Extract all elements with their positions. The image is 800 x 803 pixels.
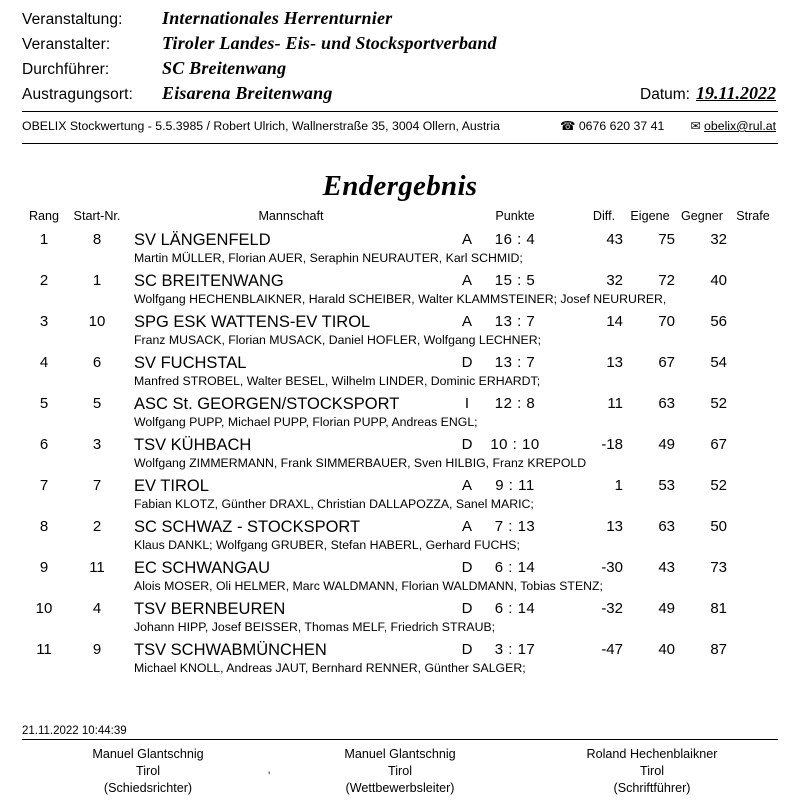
signature-wettbewerbsleiter — [274, 746, 526, 797]
cell-start: 5 — [92, 395, 102, 412]
cell-players-spacer2 — [66, 455, 128, 472]
cell-strafe — [728, 431, 778, 455]
stray-pen-mark: ' — [268, 769, 271, 783]
cell-gegner: 81 — [710, 600, 727, 617]
cell-gegner: 32 — [710, 231, 727, 248]
date-block — [640, 83, 778, 104]
header-row-veranstalter — [22, 33, 778, 58]
cell-players: Wolfgang PUPP, Michael PUPP, Florian PUPP, Andreas ENGL; — [134, 415, 478, 429]
cell-punkte: 6 : 14 — [494, 600, 536, 617]
label-veranstaltung: Veranstaltung: — [22, 11, 123, 28]
cell-strafe — [728, 390, 778, 414]
cell-eigene: 40 — [658, 641, 675, 658]
cell-punkte: 10 : 10 — [490, 436, 540, 453]
cell-team: SV FUCHSTAL — [134, 354, 247, 372]
cell-strafe — [728, 267, 778, 291]
cell-eigene: 49 — [658, 436, 675, 453]
table-row-players — [22, 250, 778, 267]
cell-players-spacer2 — [66, 373, 128, 390]
signature-name: Manuel Glantschnig — [92, 747, 204, 761]
value-veranstalter: Tiroler Landes- Eis- und Stocksportverband — [162, 33, 497, 53]
table-row-players — [22, 414, 778, 431]
cell-eigene: 72 — [658, 272, 675, 289]
signature-schiedsrichter — [22, 746, 274, 797]
cell-rang: 7 — [39, 477, 49, 494]
mail-icon: ✉ — [690, 119, 701, 133]
table-row-players — [22, 660, 778, 677]
cell-spacer — [550, 349, 584, 373]
cell-players: Michael KNOLL, Andreas JAUT, Bernhard RENNER, Günther SALGER; — [134, 661, 526, 675]
cell-klasse: A — [461, 231, 472, 248]
cell-rang: 3 — [39, 313, 49, 330]
table-row — [22, 349, 778, 373]
cell-klasse: A — [461, 477, 472, 494]
cell-strafe — [728, 308, 778, 332]
vendor-phone — [560, 119, 690, 133]
cell-players-spacer — [22, 414, 66, 431]
cell-players: Martin MÜLLER, Florian AUER, Seraphin NEURAUTER, Karl SCHMID; — [134, 251, 523, 265]
cell-players-spacer — [22, 578, 66, 595]
cell-eigene: 43 — [658, 559, 675, 576]
cell-punkte: 3 : 17 — [494, 641, 536, 658]
cell-gegner: 56 — [710, 313, 727, 330]
cell-diff: -47 — [601, 641, 623, 658]
cell-diff: 43 — [606, 231, 623, 248]
cell-eigene: 70 — [658, 313, 675, 330]
table-row-players — [22, 332, 778, 349]
col-header-diff: Diff. — [592, 209, 616, 223]
cell-rang: 10 — [35, 600, 53, 617]
cell-team: TSV BERNBEUREN — [134, 600, 286, 618]
cell-spacer — [550, 513, 584, 537]
page-title: Endergebnis — [322, 170, 478, 202]
cell-start: 10 — [88, 313, 106, 330]
label-durchfuehrer: Durchführer: — [22, 61, 110, 78]
footer — [22, 725, 778, 797]
col-header-start: Start-Nr. — [73, 209, 121, 223]
cell-start: 6 — [92, 354, 102, 371]
cell-gegner: 52 — [710, 477, 727, 494]
table-row-players — [22, 455, 778, 472]
cell-diff: 13 — [606, 354, 623, 371]
cell-strafe — [728, 226, 778, 250]
cell-team: EV TIROL — [134, 477, 209, 495]
cell-players: Wolfgang HECHENBLAIKNER, Harald SCHEIBER, Walter KLAMMSTEINER; Josef NEURURER, — [134, 292, 667, 306]
table-row-players — [22, 578, 778, 595]
cell-players-spacer2 — [66, 291, 128, 308]
value-veranstaltung: Internationales Herrenturnier — [162, 8, 393, 28]
col-header-klasse — [454, 209, 480, 226]
cell-klasse: A — [461, 272, 472, 289]
cell-team: TSV SCHWABMÜNCHEN — [134, 641, 327, 659]
header-row-durchfuehrer — [22, 58, 778, 83]
print-timestamp: 21.11.2022 10:44:39 — [22, 725, 127, 737]
table-row — [22, 636, 778, 660]
cell-strafe — [728, 636, 778, 660]
cell-players-spacer — [22, 660, 66, 677]
table-row — [22, 431, 778, 455]
cell-team: SV LÄNGENFELD — [134, 231, 271, 249]
signature-region: Tirol — [639, 764, 665, 778]
cell-klasse: A — [461, 313, 472, 330]
cell-players: Fabian KLOTZ, Günther DRAXL, Christian DALLAPOZZA, Sanel MARIC; — [134, 497, 534, 511]
signature-role: (Wettbewerbsleiter) — [345, 781, 455, 795]
table-row — [22, 595, 778, 619]
cell-diff: 14 — [606, 313, 623, 330]
cell-players-spacer — [22, 537, 66, 554]
cell-start: 3 — [92, 436, 102, 453]
cell-start: 7 — [92, 477, 102, 494]
cell-spacer — [550, 472, 584, 496]
cell-gegner: 50 — [710, 518, 727, 535]
cell-start: 1 — [92, 272, 102, 289]
cell-players-spacer2 — [66, 332, 128, 349]
label-datum: Datum: — [640, 86, 690, 103]
cell-rang: 5 — [39, 395, 49, 412]
cell-spacer — [550, 308, 584, 332]
cell-start: 8 — [92, 231, 102, 248]
results-table — [22, 209, 778, 677]
cell-klasse: D — [461, 600, 473, 617]
cell-strafe — [728, 554, 778, 578]
cell-players-spacer2 — [66, 250, 128, 267]
signature-row — [22, 746, 778, 797]
cell-klasse: I — [464, 395, 470, 412]
cell-punkte: 6 : 14 — [494, 559, 536, 576]
cell-gegner: 67 — [710, 436, 727, 453]
cell-klasse: D — [461, 436, 473, 453]
vendor-mail[interactable] — [690, 119, 776, 133]
table-row — [22, 390, 778, 414]
cell-gegner: 54 — [710, 354, 727, 371]
signature-role: (Schriftführer) — [613, 781, 691, 795]
cell-eigene: 75 — [658, 231, 675, 248]
cell-gegner: 40 — [710, 272, 727, 289]
cell-start: 9 — [92, 641, 102, 658]
table-row-players — [22, 619, 778, 636]
table-row — [22, 472, 778, 496]
signature-region: Tirol — [387, 764, 413, 778]
table-row — [22, 267, 778, 291]
cell-players: Manfred STROBEL, Walter BESEL, Wilhelm LINDER, Dominic ERHARDT; — [134, 374, 541, 388]
col-header-eigene: Eigene — [630, 209, 670, 223]
cell-gegner: 87 — [710, 641, 727, 658]
cell-team: ASC St. GEORGEN/STOCKSPORT — [134, 395, 400, 413]
cell-players-spacer — [22, 373, 66, 390]
header-row-austragungsort — [22, 83, 778, 108]
cell-punkte: 12 : 8 — [494, 395, 536, 412]
signature-region: Tirol — [135, 764, 161, 778]
cell-start: 11 — [89, 559, 105, 576]
cell-punkte: 15 : 5 — [494, 272, 536, 289]
cell-players-spacer — [22, 496, 66, 513]
vendor-info-line — [22, 112, 778, 140]
cell-spacer — [550, 431, 584, 455]
cell-players-spacer2 — [66, 619, 128, 636]
cell-strafe — [728, 472, 778, 496]
table-row — [22, 513, 778, 537]
cell-players: Alois MOSER, Oli HELMER, Marc WALDMANN, Florian WALDMANN, Tobias STENZ; — [134, 579, 603, 593]
cell-players-spacer — [22, 455, 66, 472]
cell-players-spacer — [22, 291, 66, 308]
cell-strafe — [728, 349, 778, 373]
cell-diff: -30 — [601, 559, 623, 576]
cell-players: Johann HIPP, Josef BEISSER, Thomas MELF, Friedrich STRAUB; — [134, 620, 496, 634]
value-datum: 19.11.2022 — [695, 83, 776, 103]
cell-rang: 6 — [39, 436, 49, 453]
cell-players-spacer — [22, 619, 66, 636]
table-row-players — [22, 537, 778, 554]
cell-spacer — [550, 267, 584, 291]
cell-spacer — [550, 226, 584, 250]
cell-spacer — [550, 554, 584, 578]
cell-eigene: 63 — [658, 395, 675, 412]
cell-diff: -32 — [601, 600, 623, 617]
event-header — [22, 8, 778, 108]
cell-players-spacer — [22, 250, 66, 267]
col-header-mannschaft: Mannschaft — [258, 209, 324, 223]
cell-players-spacer2 — [66, 537, 128, 554]
cell-diff: 1 — [614, 477, 623, 494]
cell-team: SC BREITENWANG — [134, 272, 284, 290]
cell-players-spacer2 — [66, 414, 128, 431]
cell-eigene: 67 — [658, 354, 675, 371]
cell-team: SC SCHWAZ - STOCKSPORT — [134, 518, 361, 536]
cell-eigene: 49 — [658, 600, 675, 617]
table-row — [22, 308, 778, 332]
cell-start: 4 — [92, 600, 102, 617]
cell-rang: 4 — [39, 354, 49, 371]
results-table-body — [22, 226, 778, 677]
cell-rang: 9 — [39, 559, 49, 576]
col-header-spacer — [550, 209, 584, 226]
cell-klasse: A — [461, 518, 472, 535]
vendor-text: OBELIX Stockwertung - 5.5.3985 / Robert Ulrich, Wallnerstraße 35, 3004 Ollern, Austria — [22, 119, 500, 133]
table-header-row — [22, 209, 778, 226]
phone-icon: ☎ — [560, 119, 576, 133]
signature-role: (Schiedsrichter) — [103, 781, 193, 795]
cell-players-spacer2 — [66, 660, 128, 677]
cell-rang: 2 — [39, 272, 49, 289]
cell-rang: 1 — [39, 231, 49, 248]
cell-players-spacer2 — [66, 578, 128, 595]
vendor-divider — [22, 143, 778, 144]
cell-punkte: 13 : 7 — [494, 313, 536, 330]
col-header-punkte: Punkte — [495, 209, 535, 223]
cell-team: TSV KÜHBACH — [134, 436, 252, 454]
cell-spacer — [550, 595, 584, 619]
label-veranstalter: Veranstalter: — [22, 36, 111, 53]
cell-rang: 11 — [36, 641, 52, 658]
cell-rang: 8 — [39, 518, 49, 535]
cell-players-spacer2 — [66, 496, 128, 513]
col-header-strafe: Strafe — [736, 209, 770, 223]
cell-punkte: 16 : 4 — [494, 231, 536, 248]
signature-name: Roland Hechenblaikner — [586, 747, 718, 761]
cell-punkte: 7 : 13 — [494, 518, 536, 535]
value-austragungsort: Eisarena Breitenwang — [162, 83, 333, 103]
cell-team: EC SCHWANGAU — [134, 559, 270, 577]
cell-klasse: D — [461, 559, 473, 576]
table-row — [22, 554, 778, 578]
vendor-mail-address[interactable]: obelix@rul.at — [704, 119, 776, 133]
footer-divider — [22, 739, 778, 740]
cell-gegner: 73 — [710, 559, 727, 576]
cell-punkte: 9 : 11 — [495, 477, 535, 494]
cell-players: Franz MUSACK, Florian MUSACK, Daniel HOFLER, Wolfgang LECHNER; — [134, 333, 542, 347]
cell-strafe — [728, 595, 778, 619]
table-row-players — [22, 373, 778, 390]
cell-start: 2 — [92, 518, 102, 535]
cell-spacer — [550, 636, 584, 660]
cell-punkte: 13 : 7 — [494, 354, 536, 371]
cell-spacer — [550, 390, 584, 414]
cell-players-spacer — [22, 332, 66, 349]
cell-eigene: 63 — [658, 518, 675, 535]
vendor-phone-number: 0676 620 37 41 — [578, 119, 665, 133]
signature-name: Manuel Glantschnig — [344, 747, 456, 761]
value-durchfuehrer: SC Breitenwang — [162, 58, 287, 78]
col-header-gegner: Gegner — [680, 209, 723, 223]
cell-players: Klaus DANKL; Wolfgang GRUBER, Stefan HABERL, Gerhard FUCHS; — [134, 538, 520, 552]
cell-strafe — [728, 513, 778, 537]
cell-diff: 13 — [606, 518, 623, 535]
cell-team: SPG ESK WATTENS-EV TIROL — [134, 313, 371, 331]
header-row-veranstaltung — [22, 8, 778, 33]
col-header-rang: Rang — [28, 209, 60, 223]
table-row-players — [22, 496, 778, 513]
cell-players: Wolfgang ZIMMERMANN, Frank SIMMERBAUER, Sven HILBIG, Franz KREPOLD — [134, 456, 587, 470]
table-row-players — [22, 291, 778, 308]
cell-klasse: D — [461, 641, 473, 658]
table-row — [22, 226, 778, 250]
cell-eigene: 53 — [658, 477, 675, 494]
signature-schriftfuehrer — [526, 746, 778, 797]
cell-gegner: 52 — [710, 395, 727, 412]
cell-diff: 11 — [607, 395, 623, 412]
label-austragungsort: Austragungsort: — [22, 86, 133, 103]
cell-diff: 32 — [606, 272, 623, 289]
cell-klasse: D — [461, 354, 473, 371]
cell-diff: -18 — [601, 436, 623, 453]
